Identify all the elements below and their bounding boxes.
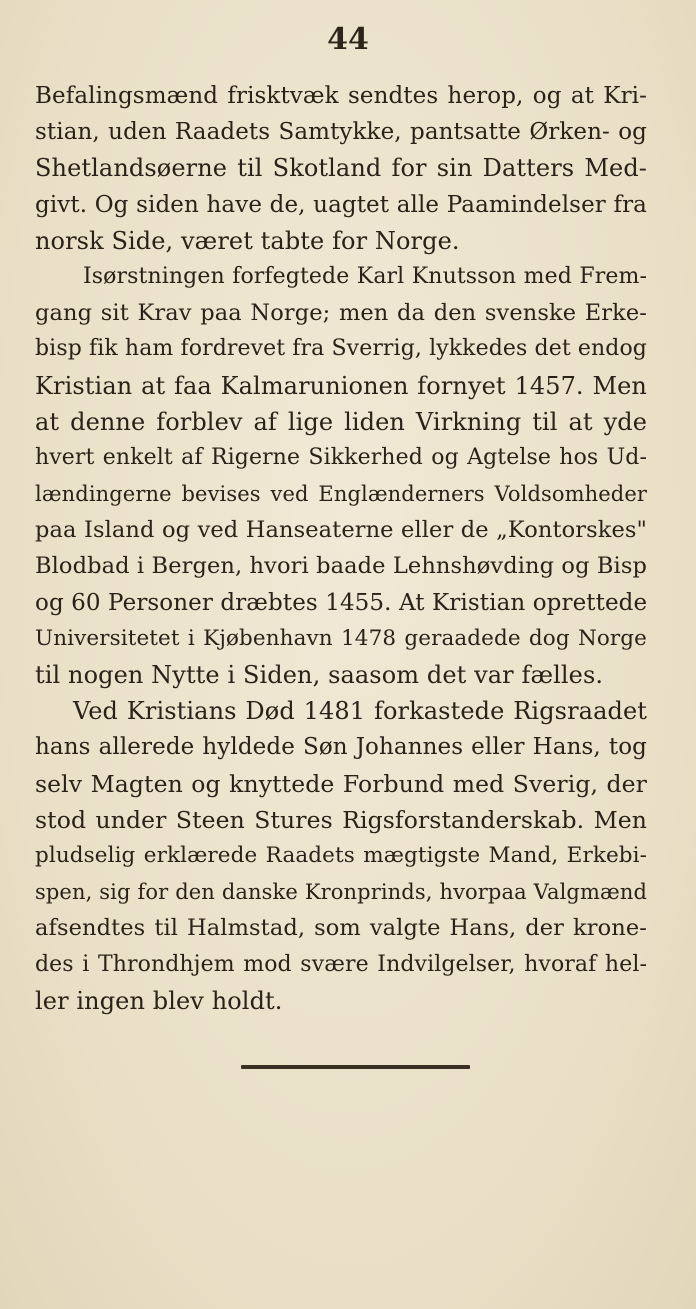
text-line: Isørstningen forfegtede Karl Knutsson med Frem- (83, 263, 647, 289)
text-line: lændingerne bevises ved Englænderners Voldsomheder (35, 482, 647, 507)
text-line: stod under Steen Stures Rigsforstanderskab. Men (35, 805, 647, 834)
text-line: bisp fik ham fordrevet fra Sverrig, lykkedes det endog (35, 336, 647, 362)
text-line: des i Throndhjem mod svære Indvilgelser, hvoraf hel- (35, 951, 647, 977)
text-line: spen, sig for den danske Kronprinds, hvorpaa Valgmænd (35, 880, 647, 905)
text-line: Ved Kristians Død 1481 forkastede Rigsraadet (73, 697, 647, 726)
text-line: Befalingsmænd frisktvæk sendtes herop, og at Kri- (35, 83, 647, 109)
section-divider (241, 1065, 470, 1069)
text-line: givt. Og siden have de, uagtet alle Paamindelser fra (35, 191, 647, 218)
page-number: 44 (327, 22, 369, 57)
body-text (35, 78, 647, 1019)
text-line: hans allerede hyldede Søn Johannes eller Hans, tog (35, 734, 647, 761)
text-line: paa Island og ved Hanseaterne eller de „Kontorskes" (35, 517, 647, 544)
text-line: stian, uden Raadets Samtykke, pantsatte Ørken- og (35, 119, 647, 146)
text-line: Universitetet i Kjøbenhavn 1478 geraadede dog Norge (35, 625, 647, 651)
text-line: pludselig erklærede Raadets mægtigste Mand, Erkebi- (35, 842, 647, 868)
text-line: og 60 Personer dræbtes 1455. At Kristian oprettede (35, 589, 648, 616)
text-line: norsk Side, været tabte for Norge. (35, 226, 460, 255)
text-line: gang sit Krav paa Norge; men da den svenske Erke- (35, 300, 647, 327)
text-line: Kristian at faa Kalmarunionen fornyet 1457. Men (35, 371, 647, 400)
text-line: afsendtes til Halmstad, som valgte Hans, der krone- (35, 915, 647, 942)
text-line: ler ingen blev holdt. (35, 986, 283, 1015)
text-line: Shetlandsøerne til Skotland for sin Datters Med- (35, 154, 647, 183)
text-line: til nogen Nytte i Siden, saasom det var fælles. (35, 661, 604, 689)
text-line: hvert enkelt af Rigerne Sikkerhed og Agtelse hos Ud- (35, 444, 647, 470)
text-line: at denne forblev af lige liden Virkning til at yde (35, 407, 647, 436)
text-line: selv Magten og knyttede Forbund med Sverig, der (35, 769, 647, 798)
text-line: Blodbad i Bergen, hvori baade Lehnshøvding og Bisp (35, 553, 647, 580)
